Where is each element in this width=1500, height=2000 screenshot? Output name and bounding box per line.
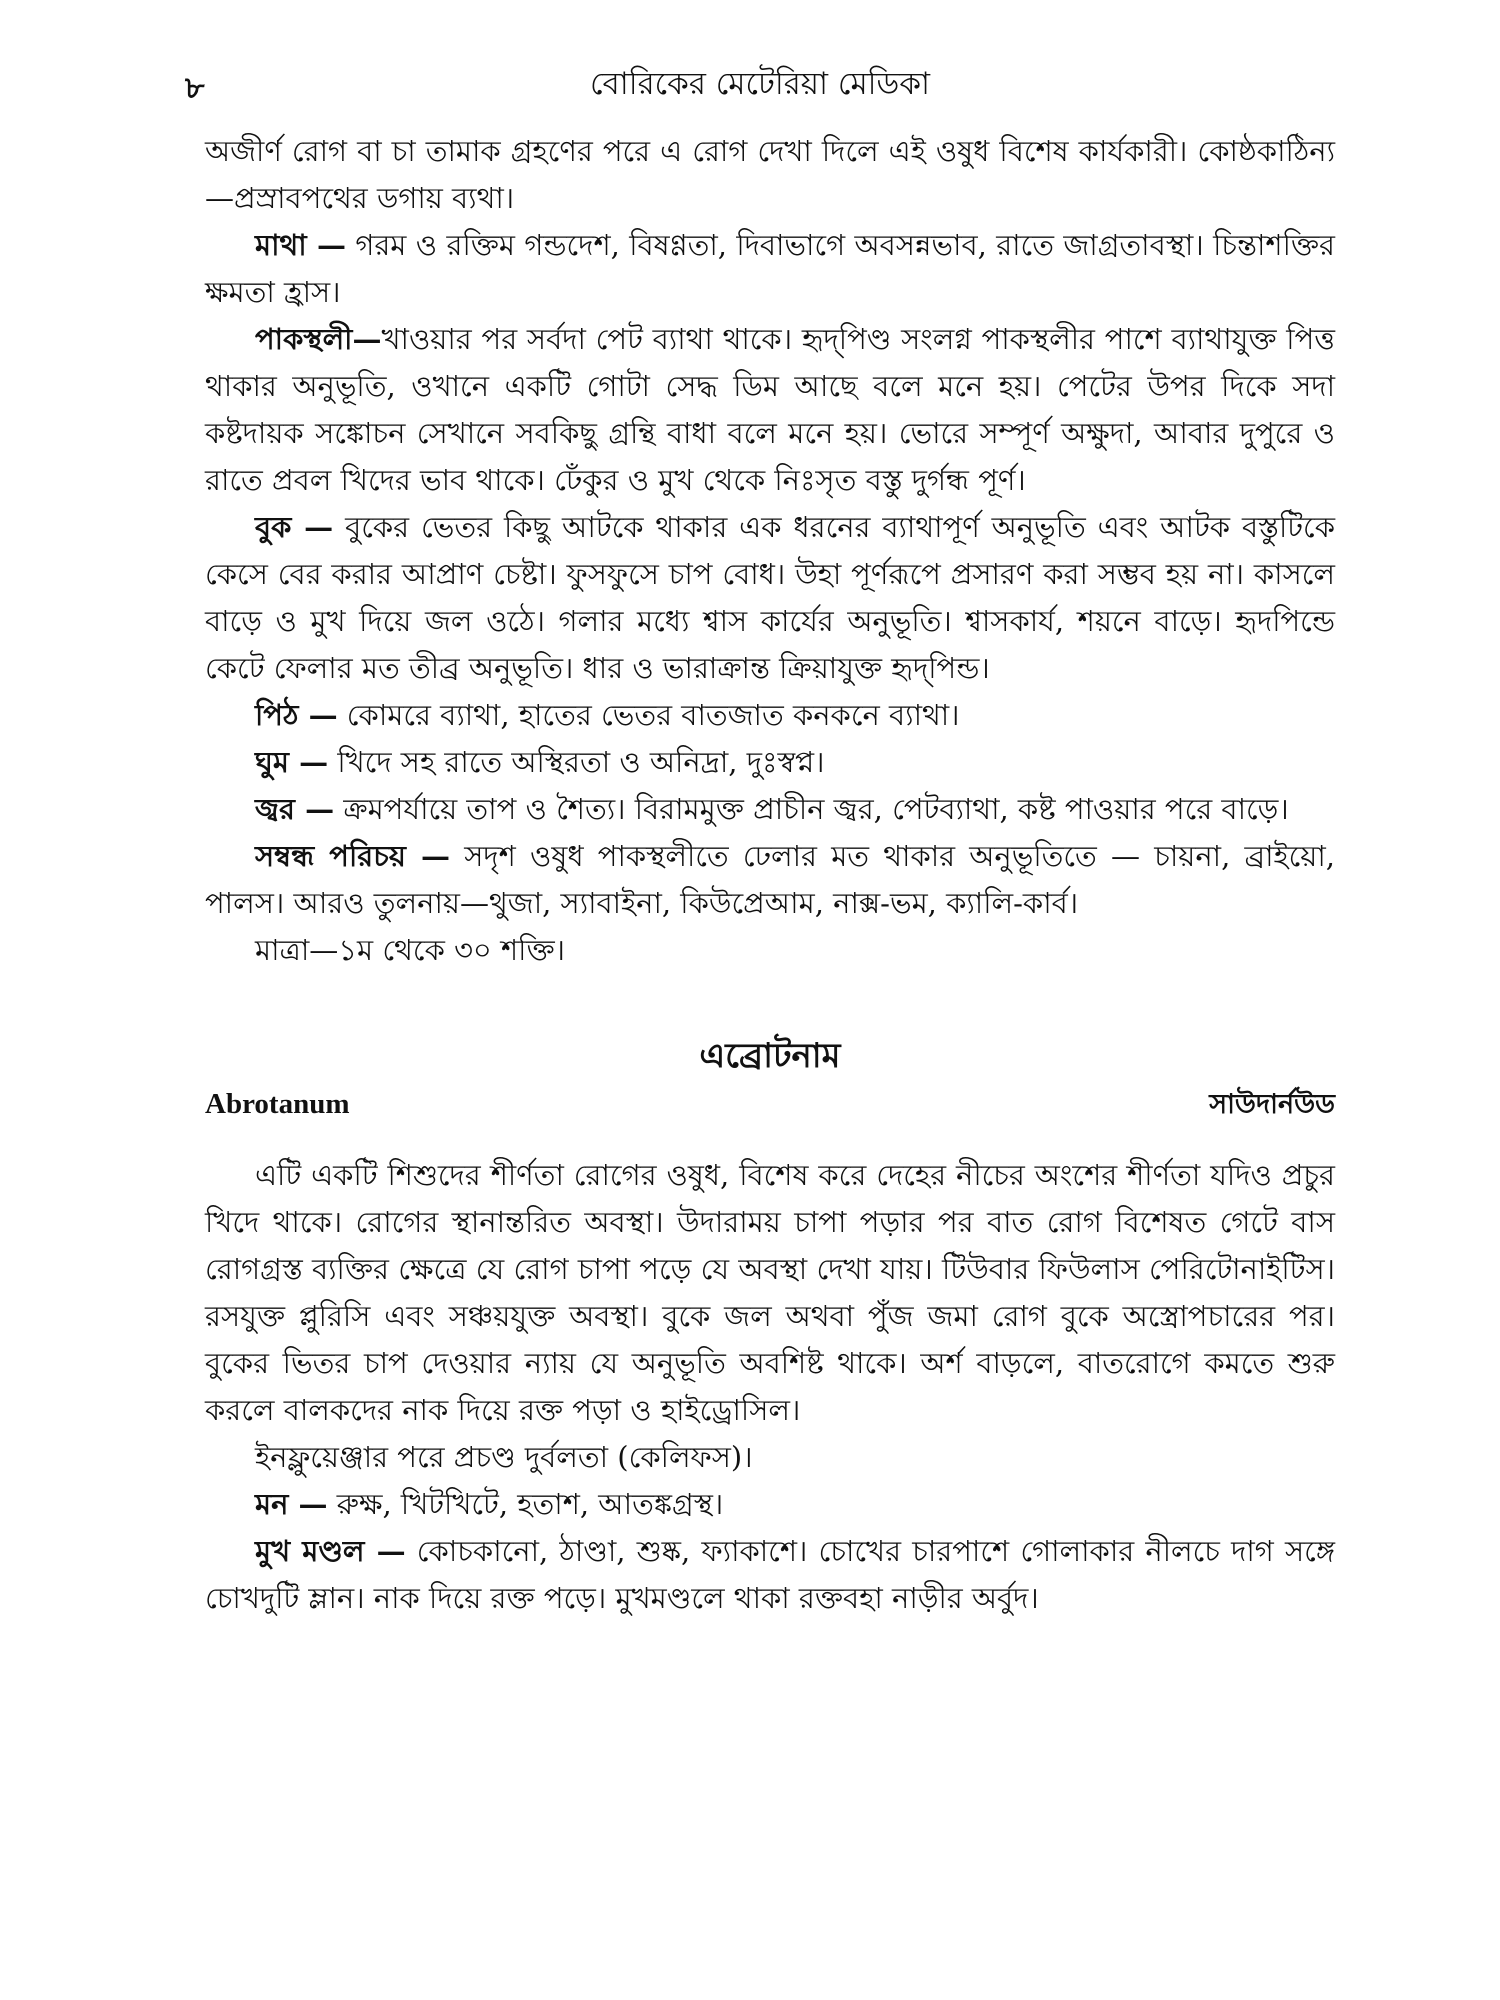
- section-label: পিঠ —: [255, 698, 338, 732]
- section-label: বুক —: [255, 510, 334, 544]
- section-relationship: [205, 833, 1335, 927]
- section-text: কোচকানো, ঠাণ্ডা, শুষ্ক, ফ্যাকাশে। চোখের চারপাশে গোলাকার নীলচে দাগ সঙ্গে চোখদুটি ম্লান। নাক দিয়ে রক্ত পড়ে। মুখমণ্ডলে থাকা রক্তবহা নাড়ীর অর্বুদ।: [205, 1534, 1335, 1615]
- common-name: সাউদার্নউড: [1209, 1089, 1335, 1120]
- section-text: খাওয়ার পর সর্বদা পেট ব্যাথা থাকে। হৃদ্‌পিণ্ড সংলগ্ন পাকস্থলীর পাশে ব্যাথাযুক্ত পিত্ত থাকার অনুভূতি, ওখানে একটি গোটা সেদ্ধ ডিম আছে বলে মনে হয়। পেটের উপর দিকে সদা কষ্টদায়ক সঙ্কোচন সেখানে সবকিছু গ্রন্থি বাধা বলে মনে হয়। ভোরে সম্পূর্ণ অক্ষুদা, আবার দুপুরে ও রাতে প্রবল খিদের ভাব থাকে। ঢেঁকুর ও মুখ থেকে নিঃসৃত বস্তু দুর্গন্ধ পূর্ণ।: [205, 322, 1335, 497]
- section-label: ঘুম —: [255, 745, 329, 779]
- remedy-intro: এটি একটি শিশুদের শীর্ণতা রোগের ওষুধ, বিশেষ করে দেহের নীচের অংশের শীর্ণতা যদিও প্রচুর খিদে থাকে। রোগের স্থানান্তরিত অবস্থা। উদারাময় চাপা পড়ার পর বাত রোগ বিশেষত গেটে বাস রোগগ্রস্ত ব্যক্তির ক্ষেত্রে যে রোগ চাপা পড়ে যে অবস্থা দেখা যায়। টিউবার ফিউলাস পেরিটোনাইটিস। রসযুক্ত প্লুরিসি এবং সঞ্চয়যুক্ত অবস্থা। বুকে জল অথবা পুঁজ জমা রোগ বুকে অস্ত্রোপচারের পর। বুকের ভিতর চাপ দেওয়ার ন্যায় যে অনুভূতি অবশিষ্ট থাকে। অর্শ বাড়লে, বাতরোগে কমতে শুরু করলে বালকদের নাক দিয়ে রক্ত পড়া ও হাইড্রোসিল।: [205, 1158, 1335, 1427]
- section-text: গরম ও রক্তিম গন্ডদেশ, বিষণ্ণতা, দিবাভাগে অবসন্নভাব, রাতে জাগ্রতাবস্থা। চিন্তাশক্তির ক্ষমতা হ্রাস।: [205, 228, 1335, 309]
- running-header: [185, 60, 1335, 110]
- section-dosage: [205, 927, 1335, 974]
- section-face: [205, 1528, 1335, 1622]
- section-label: সম্বন্ধ পরিচয় —: [255, 839, 451, 873]
- section-mind: [205, 1481, 1335, 1528]
- section-text: খিদে সহ রাতে অস্থিরতা ও অনিদ্রা, দুঃস্বপ্ন।: [328, 745, 825, 779]
- section-text: সদৃশ ওষুধ পাকস্থলীতে ঢেলার মত থাকার অনুভূতিতে — চায়না, ব্রাইয়ো, পালস। আরও তুলনায়—থুজা, স্যাবাইনা, কিউপ্রেআম, নাক্স-ভম, ক্যালি-কার্ব।: [205, 839, 1335, 920]
- section-label: মাথা —: [255, 228, 346, 262]
- section-fever: [205, 786, 1335, 833]
- section-sleep: [205, 739, 1335, 786]
- section-text: মাত্রা—১ম থেকে ৩০ শক্তি।: [255, 933, 565, 967]
- section-label: পাকস্থলী—: [255, 322, 382, 356]
- remedy-influenza-note: ইনফ্লুয়েঞ্জার পরে প্রচণ্ড দুর্বলতা (কেলিফস)।: [255, 1440, 753, 1474]
- section-text: কোমরে ব্যাথা, হাতের ভেতর বাতজাত কনকনে ব্যাথা।: [337, 698, 960, 732]
- section-chest: [205, 504, 1335, 692]
- section-back: [205, 692, 1335, 739]
- latin-name: Abrotanum: [205, 1088, 350, 1120]
- prev-entry-intro: অজীর্ণ রোগ বা চা তামাক গ্রহণের পরে এ রোগ দেখা দিলে এই ওষুধ বিশেষ কার্যকারী। কোষ্ঠকাঠিন্য—প্রস্রাবপথের ডগায় ব্যথা।: [205, 134, 1335, 215]
- page-body: [205, 128, 1335, 1622]
- section-text: ক্রমপর্যায়ে তাপ ও শৈত্য। বিরামমুক্ত প্রাচীন জ্বর, পেটব্যাথা, কষ্ট পাওয়ার পরে বাড়ে।: [334, 792, 1289, 826]
- section-text: বুকের ভেতর কিছু আটকে থাকার এক ধরনের ব্যাথাপূর্ণ অনুভূতি এবং আটক বস্তুটিকে কেসে বের করার আপ্রাণ চেষ্টা। ফুসফুসে চাপ বোধ। উহা পূর্ণরূপে প্রসারণ করা সম্ভব হয় না। কাসলে বাড়ে ও মুখ দিয়ে জল ওঠে। গলার মধ্যে শ্বাস কার্যের অনুভূতি। শ্বাসকার্য, শয়নে বাড়ে। হৃদপিন্ডে কেটে ফেলার মত তীব্র অনুভূতি। ধার ও ভারাক্রান্ত ক্রিয়াযুক্ত হৃদ্‌পিন্ড।: [205, 510, 1335, 685]
- section-head: [205, 222, 1335, 316]
- section-stomach: [205, 316, 1335, 504]
- book-title: বোরিকের মেটেরিয়া মেডিকা: [589, 66, 931, 102]
- section-label: জ্বর —: [255, 792, 335, 826]
- section-label: মন —: [255, 1487, 328, 1521]
- remedy-title: এব্রোটনাম: [699, 1036, 841, 1076]
- page-number: ৮: [185, 71, 205, 106]
- section-label: মুখ মণ্ডল —: [255, 1534, 406, 1568]
- remedy-name-row: [205, 1084, 1335, 1134]
- section-text: রুক্ষ, খিটখিটে, হতাশ, আতঙ্কগ্রস্থ।: [327, 1487, 724, 1521]
